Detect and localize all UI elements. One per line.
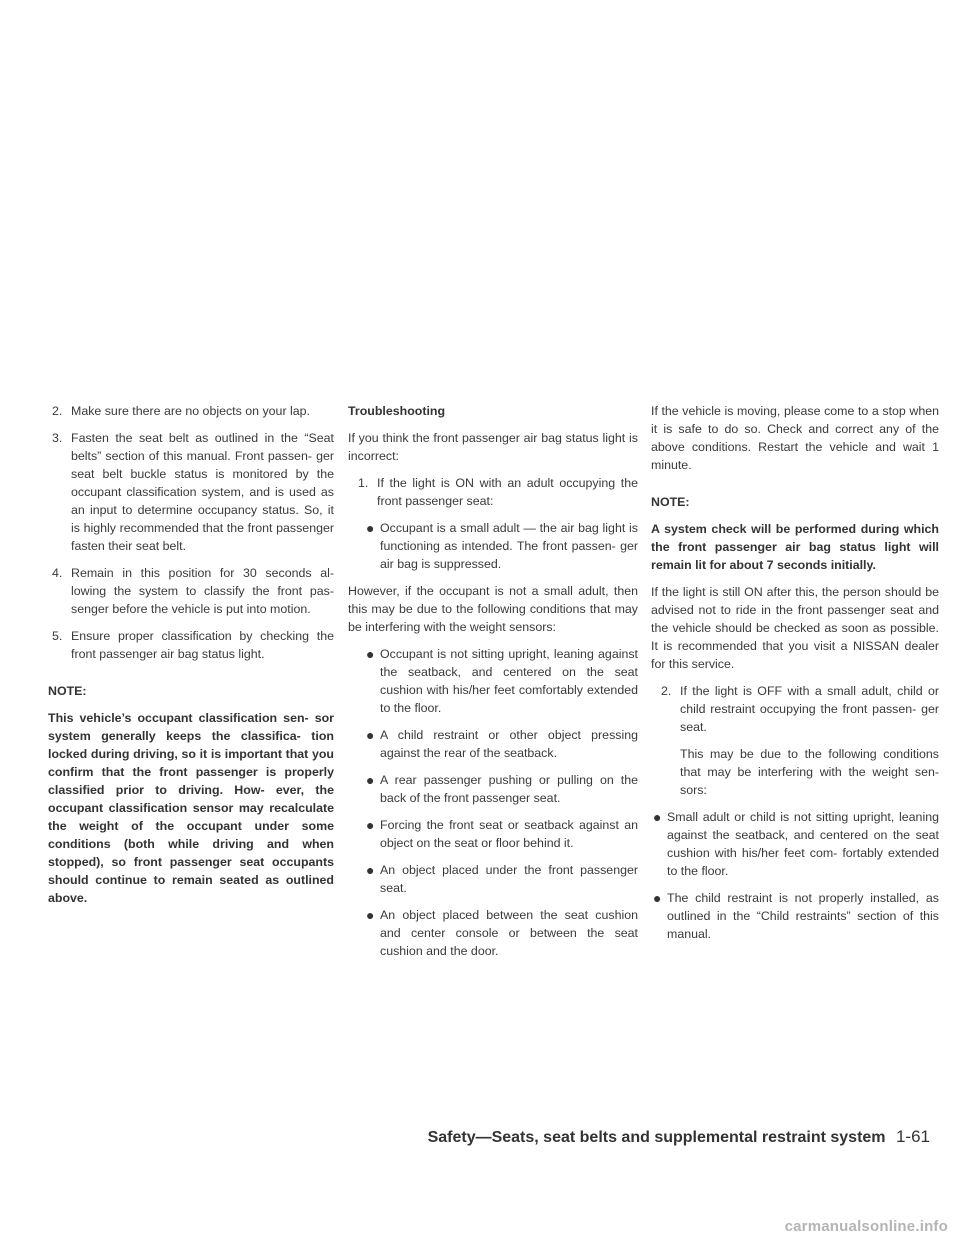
list-item: 5. Ensure proper classification by checking the front passenger air bag status light. [52, 629, 334, 661]
section-heading: Troubleshooting [348, 404, 446, 418]
column-1 [48, 402, 334, 916]
bullet-icon: ● [366, 772, 375, 788]
bullet-icon: ● [366, 727, 375, 743]
list-item: 3. Fasten the seat belt as outlined in the “Seat belts” section of this manual. Front passen- ger seat belt buckle status is monitored by the occupant classification system, and is used as an input to determine occupancy status. So, it is highly recommended that the front passenger fasten their seat belt. [52, 431, 334, 553]
paragraph: If the light is still ON after this, the person should be advised not to ride in the front passenger seat and the vehicle should be checked as soon as possible. It is recommended that you visit a NISSAN dealer for this service. [651, 585, 939, 671]
bullet-icon: ● [366, 646, 375, 662]
bullet-item: ● The child restraint is not properly installed, as outlined in the “Child restraints” section of this manual. [653, 890, 939, 941]
footer-title: Safety—Seats, seat belts and supplemental restraint system [427, 1129, 886, 1146]
list-item: 2. If the light is OFF with a small adult, child or child restraint occupying the front passen- ger seat. [661, 684, 939, 734]
bullet-item: ● A rear passenger pushing or pulling on the back of the front passenger seat. [366, 772, 638, 805]
bullet-item: ● Small adult or child is not sitting upright, leaning against the seatback, and centered on the seat cushion with his/her feet com- fortably extended to the floor. [653, 809, 939, 878]
bullet-item: ● Forcing the front seat or seatback against an object on the seat or floor behind it. [366, 817, 638, 850]
note-text: A system check will be performed during which the front passenger air bag status light will remain lit for about 7 seconds initially. [651, 522, 939, 572]
bullet-icon: ● [653, 890, 662, 906]
column-2 [348, 402, 638, 969]
paragraph: If the vehicle is moving, please come to a stop when it is safe to do so. Check and correct any of the above conditions. Restart the vehicle and wait 1 minute. [651, 404, 939, 472]
bullet-item: ● A child restraint or other object pressing against the rear of the seatback. [366, 727, 638, 760]
bullet-item: ● An object placed under the front passenger seat. [366, 862, 638, 895]
list-item: 1. If the light is ON with an adult occupying the front passenger seat: [358, 476, 638, 508]
paragraph: However, if the occupant is not a small adult, then this may be due to the following conditions that may be interfering with the weight sensors: [348, 584, 638, 634]
paragraph: If you think the front passenger air bag status light is incorrect: [348, 431, 638, 463]
bullet-item: ● Occupant is a small adult — the air bag light is functioning as intended. The front passen- ger air bag is suppressed. [366, 520, 638, 571]
page-footer [428, 1127, 930, 1147]
bullet-icon: ● [366, 817, 375, 833]
bullet-icon: ● [366, 907, 375, 923]
bullet-item: ● An object placed between the seat cushion and center console or between the seat cushion and the door. [366, 907, 638, 958]
bullet-icon: ● [366, 862, 375, 878]
bullet-item: ● Occupant is not sitting upright, leaning against the seatback, and centered on the seat cushion with his/her feet comfortably extended to the floor. [366, 646, 638, 715]
watermark: carmanualsonline.info [784, 1218, 948, 1235]
page-number: 1-61 [895, 1127, 930, 1146]
list-item: 4. Remain in this position for 30 seconds al- lowing the system to classify the front pas- senger before the vehicle is put into motion. [52, 566, 334, 616]
bullet-icon: ● [653, 809, 662, 825]
list-item: 2. Make sure there are no objects on your lap. [52, 404, 310, 418]
note-label: NOTE: [48, 684, 87, 698]
note-label: NOTE: [651, 495, 690, 509]
bullet-icon: ● [366, 520, 375, 536]
paragraph: This may be due to the following conditions that may be interfering with the weight sen- sors: [680, 747, 939, 797]
note-text: This vehicle’s occupant classification sen- sor system generally keeps the classifica- tion locked during driving, so it is important that you confirm that the front passenger is properly classified prior to driving. How- ever, the occupant classification sensor may recalculate the weight of the occupant under some conditions (both while driving and when stopped), so front passenger seat occupants should continue to remain seated as outlined above. [48, 711, 334, 905]
column-3 [651, 402, 939, 952]
